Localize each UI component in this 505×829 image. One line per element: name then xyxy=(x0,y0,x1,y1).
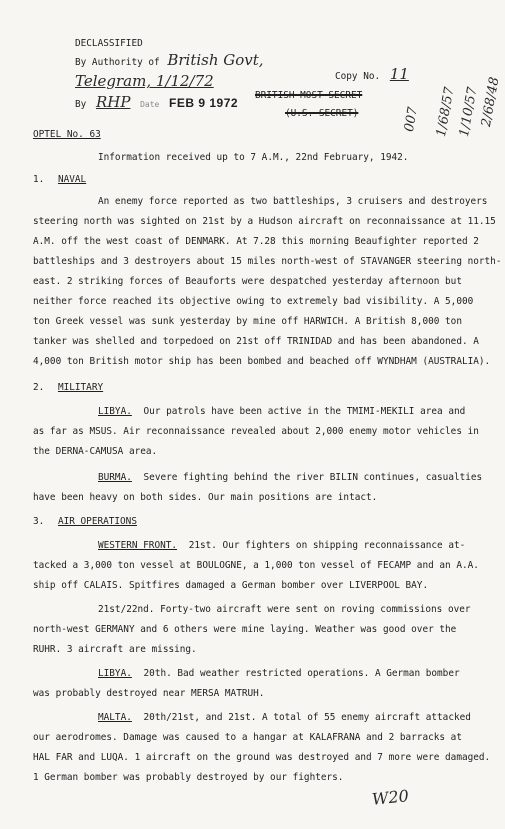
malta-line-3: HAL FAR and LUQA. 1 aircraft on the ground was destroyed and 7 more were damaged. xyxy=(33,752,491,763)
section-2-heading xyxy=(33,378,103,397)
libya-air-line-2: was probably destroyed near MERSA MATRUH. xyxy=(33,688,265,699)
section-1-title: NAVAL xyxy=(57,174,87,185)
libya-military-text-1: Our patrols have been active in the TMIMI-MEKILI area and xyxy=(143,406,466,417)
malta-line-4: 1 German bomber was probably destroyed by our fighters. xyxy=(33,772,344,783)
burma-text-1: Severe fighting behind the river BILIN continues, casualties xyxy=(143,472,483,483)
naval-line-3: A.M. off the west coast of DENMARK. At 7.28 this morning Beaufighter reported 2 xyxy=(33,236,479,247)
naval-line-8: tanker was shelled and torpedoed on 21st off TRINIDAD and has been abandoned. A xyxy=(33,336,479,347)
date-label: Date xyxy=(140,100,160,109)
optel-number: OPTEL No. 63 xyxy=(33,129,101,140)
naval-line-9: 4,000 ton British motor ship has been bombed and beached off WYNDHAM (AUSTRALIA). xyxy=(33,356,491,367)
naval-line-4: battleships and 3 destroyers about 15 miles north-west of STAVANGER steering north- xyxy=(33,256,502,267)
by-prefix: By xyxy=(75,99,87,110)
libya-air-text-1: 20th. Bad weather restricted operations. A German bomber xyxy=(143,668,460,679)
libya-military-line-1 xyxy=(98,402,465,421)
section-3-heading xyxy=(33,512,137,531)
night-ops-line-3: RUHR. 3 aircraft are missing. xyxy=(33,644,197,655)
naval-line-7: ton Greek vessel was sunk yesterday by mine off HARWICH. A British 8,000 ton xyxy=(33,316,462,327)
section-3-title: AIR OPERATIONS xyxy=(57,516,137,527)
declassified-label: DECLASSIFIED xyxy=(75,38,143,49)
copy-number xyxy=(335,65,409,86)
night-ops-line-1: 21st/22nd. Forty-two aircraft were sent on roving commissions over xyxy=(98,604,471,615)
naval-line-6: neither force reached its objective owing to extremely bad visibility. A 5,000 xyxy=(33,296,474,307)
bottom-handwriting: W20 xyxy=(371,786,410,809)
western-front-head: WESTERN FRONT. xyxy=(98,540,178,551)
copy-label: Copy No. xyxy=(335,71,381,82)
info-line: Information received up to 7 A.M., 22nd February, 1942. xyxy=(98,152,409,163)
naval-line-1: An enemy force reported as two battleships, 3 cruisers and destroyers xyxy=(98,196,488,207)
burma-line-1 xyxy=(98,468,482,487)
malta-text-1: 20th/21st, and 21st. A total of 55 enemy aircraft attacked xyxy=(143,712,471,723)
section-2-title: MILITARY xyxy=(57,382,104,393)
date-stamp: FEB 9 1972 xyxy=(169,96,239,110)
authority-handwriting: British Govt, xyxy=(167,51,264,69)
burma-line-2: have been heavy on both sides. Our main positions are intact. xyxy=(33,492,378,503)
night-ops-line-2: north-west GERMANY and 6 others were mine laying. Weather was good over the xyxy=(33,624,457,635)
malta-line-1 xyxy=(98,708,471,727)
section-1-number: 1. xyxy=(33,174,45,185)
section-2-number: 2. xyxy=(33,382,45,393)
malta-line-2: our aerodromes. Damage was caused to a hangar at KALAFRANA and 2 barracks at xyxy=(33,732,462,743)
libya-military-line-3: the DERNA-CAMUSA area. xyxy=(33,446,158,457)
classification-struck-2: (U.S. SECRET) xyxy=(285,108,359,119)
margin-handwriting-1: 007 xyxy=(401,105,422,133)
copy-value: 11 xyxy=(389,65,409,83)
section-1-heading xyxy=(33,170,86,189)
western-front-line-3: ship off CALAIS. Spitfires damaged a German bomber over LIVERPOOL BAY. xyxy=(33,580,429,591)
margin-handwriting-2: 1/68/57 xyxy=(433,85,458,138)
burma-head: BURMA. xyxy=(98,472,132,483)
by-handwriting: RHP xyxy=(95,93,131,111)
western-front-line-2: tacked a 3,000 ton vessel at BOULOGNE, a 1,000 ton vessel of FECAMP and an A.A. xyxy=(33,560,479,571)
margin-handwriting-4: 2/68/48 xyxy=(478,75,503,128)
western-front-text-1: 21st. Our fighters on shipping reconnaissance at- xyxy=(188,540,466,551)
libya-military-line-2: as far as MSUS. Air reconnaissance revealed about 2,000 enemy motor vehicles in xyxy=(33,426,479,437)
libya-air-head: LIBYA. xyxy=(98,668,132,679)
authority-line xyxy=(75,53,264,70)
telegram-handwriting: Telegram, 1/12/72 xyxy=(75,72,214,90)
libya-military-head: LIBYA. xyxy=(98,406,132,417)
libya-air-line-1 xyxy=(98,664,460,683)
authority-prefix: By Authority of xyxy=(75,57,160,68)
naval-line-5: east. 2 striking forces of Beauforts were despatched yesterday afternoon but xyxy=(33,276,462,287)
section-3-number: 3. xyxy=(33,516,45,527)
classification-struck-1: BRITISH MOST SECRET xyxy=(255,90,363,101)
malta-head: MALTA. xyxy=(98,712,132,723)
margin-handwriting-3: 1/10/57 xyxy=(456,85,481,138)
western-front-line-1 xyxy=(98,536,465,555)
naval-line-2: steering north was sighted on 21st by a Hudson aircraft on reconnaissance at 11.15 xyxy=(33,216,496,227)
declass-by-line xyxy=(75,94,238,113)
